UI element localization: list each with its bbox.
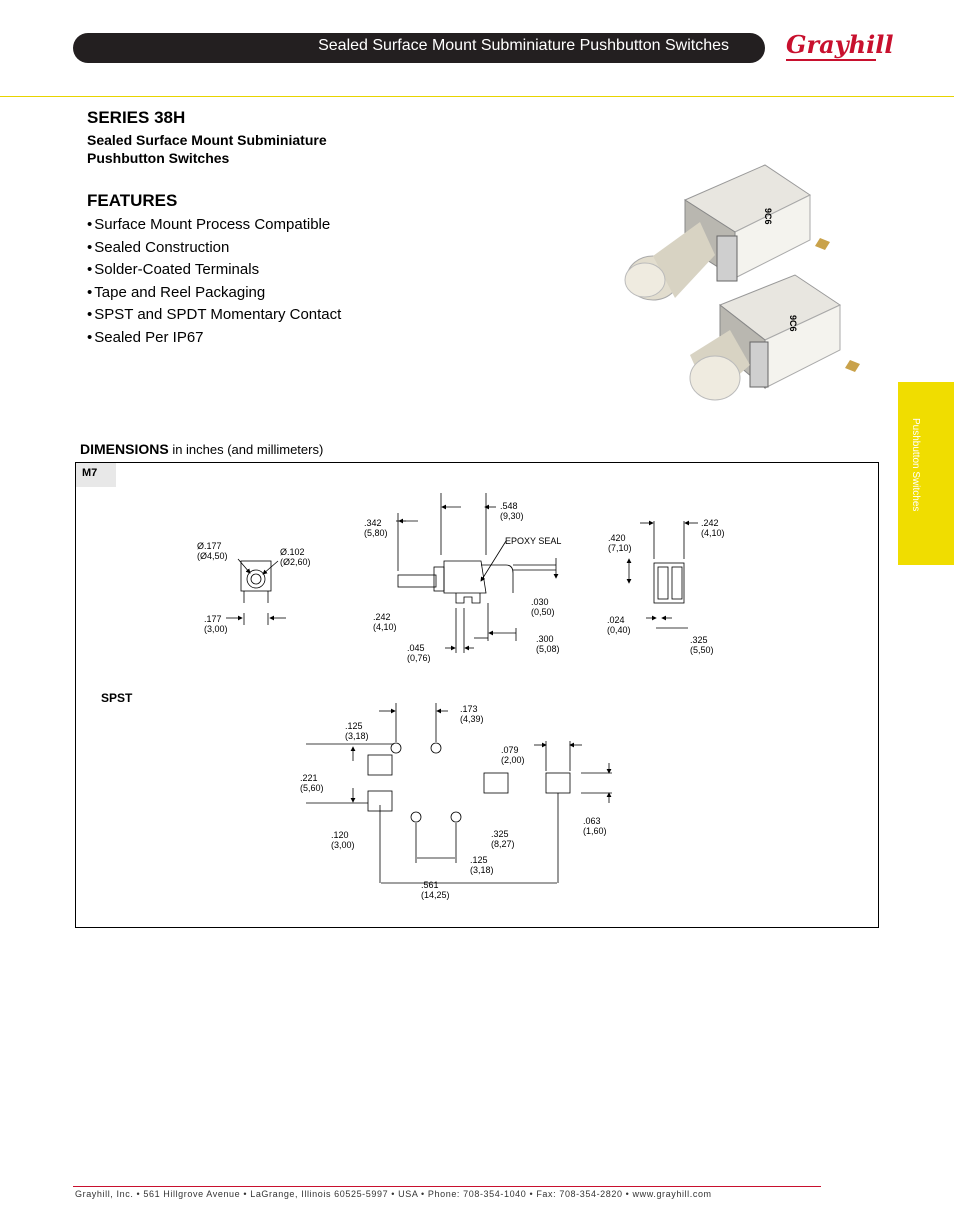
feature-item: • Sealed Construction [87, 239, 341, 262]
dimension-drawings [76, 463, 878, 927]
side-tab [898, 382, 954, 565]
feature-item: • Tape and Reel Packaging [87, 284, 341, 307]
dim-label: (14,25) [421, 890, 450, 900]
dim-label: .242 [373, 612, 391, 622]
dim-label: (Ø4,50) [197, 551, 228, 561]
dimensions-box [75, 462, 879, 928]
header-title: Sealed Surface Mount Subminiature Pushbutton Switches [318, 37, 729, 54]
product-photo [615, 160, 885, 420]
dim-label: (3,00) [204, 624, 228, 634]
dimensions-title: DIMENSIONS [80, 441, 169, 457]
dim-label: (7,10) [608, 543, 632, 553]
cap-code-2: 9C6 [788, 315, 798, 332]
dim-label: .325 [690, 635, 708, 645]
dim-label: .030 [531, 597, 549, 607]
dimensions-heading [80, 441, 323, 457]
dim-label: Ø.102 [280, 547, 305, 557]
dim-label: (5,60) [300, 783, 324, 793]
dim-label: .342 [364, 518, 382, 528]
dim-label: (4,39) [460, 714, 484, 724]
dim-label: .079 [501, 745, 519, 755]
dim-label: .242 [701, 518, 719, 528]
feature-item: • Surface Mount Process Compatible [87, 216, 341, 239]
features-heading: FEATURES [87, 191, 178, 210]
dim-label: .561 [421, 880, 439, 890]
header-bar [73, 33, 765, 63]
series-subtitle: Sealed Surface Mount Subminiature Pushbutton Switches [87, 132, 327, 166]
dim-label: .221 [300, 773, 318, 783]
dim-label: .325 [491, 829, 509, 839]
switch-illustration-2 [690, 275, 860, 400]
dim-label: (3,18) [470, 865, 494, 875]
dim-label: .177 [204, 614, 222, 624]
dim-label: (8,27) [491, 839, 515, 849]
model-label: M7 [76, 463, 116, 487]
dim-label: (0,50) [531, 607, 555, 617]
dim-label: (Ø2,60) [280, 557, 311, 567]
dim-label: .120 [331, 830, 349, 840]
logo-underline [786, 59, 876, 61]
dim-label: Ø.177 [197, 541, 222, 551]
dim-label: (9,30) [500, 511, 524, 521]
footer-address: Grayhill, Inc. • 561 Hillgrove Avenue • LaGrange, Illinois 60525-5997 • USA • Phone: 708-354-1040 • Fax: 708-354-2820 • www.grayhill.com [75, 1189, 712, 1199]
dim-label: .548 [500, 501, 518, 511]
dim-label: (3,00) [331, 840, 355, 850]
dim-label: .125 [345, 721, 363, 731]
dim-label: (5,08) [536, 644, 560, 654]
dim-label: .045 [407, 643, 425, 653]
epoxy-seal-label: EPOXY SEAL [505, 536, 562, 546]
dim-label: .024 [607, 615, 625, 625]
grayhill-logo: Grayhill [786, 30, 894, 59]
series-title: SERIES 38H [87, 108, 186, 127]
dim-label: (5,50) [690, 645, 714, 655]
dimensions-units: in inches (and millimeters) [172, 442, 324, 457]
header-divider [0, 96, 954, 97]
features-list [87, 216, 341, 351]
dim-label: (1,60) [583, 826, 607, 836]
dim-label: .173 [460, 704, 478, 714]
spst-label: SPST [101, 691, 133, 705]
footer-divider [73, 1186, 821, 1187]
dim-label: (3,18) [345, 731, 369, 741]
feature-item: • Sealed Per IP67 [87, 329, 341, 352]
dim-label: (0,40) [607, 625, 631, 635]
feature-item: • Solder-Coated Terminals [87, 261, 341, 284]
dim-label: (0,76) [407, 653, 431, 663]
feature-item: • SPST and SPDT Momentary Contact [87, 306, 341, 329]
dim-label: (5,80) [364, 528, 388, 538]
dim-label: .300 [536, 634, 554, 644]
dim-label: (2,00) [501, 755, 525, 765]
dim-label: (4,10) [373, 622, 397, 632]
dim-label: .125 [470, 855, 488, 865]
dim-label: (4,10) [701, 528, 725, 538]
dim-label: .420 [608, 533, 626, 543]
cap-code-1: 9C6 [763, 208, 773, 225]
side-tab-label: Pushbutton Switches [910, 418, 921, 512]
dim-label: .063 [583, 816, 601, 826]
